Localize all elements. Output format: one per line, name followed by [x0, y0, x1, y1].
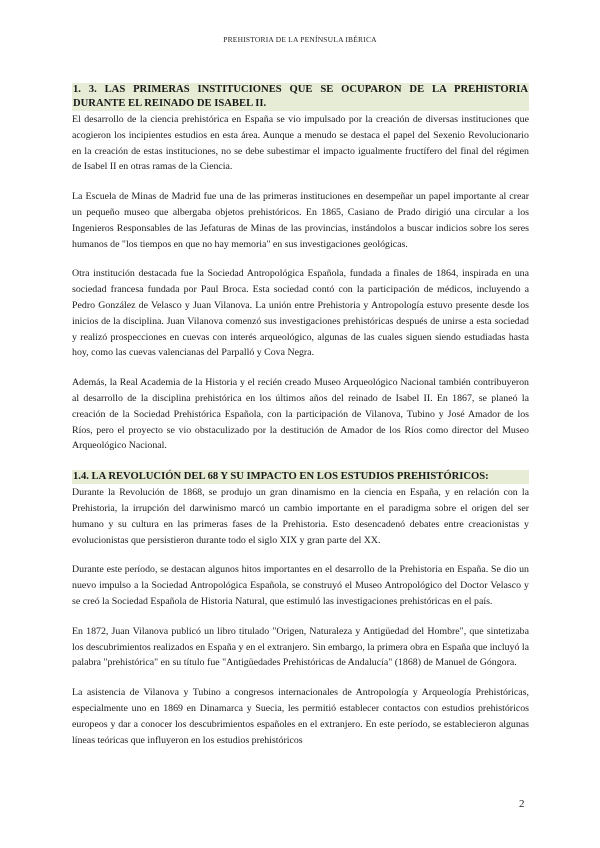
paragraph: La Escuela de Minas de Madrid fue una de las primeras instituciones en desempeñar un papel importante al crear un pequeño museo que albergaba objetos prehistóricos. En 1865, Casiano de Prado dirigió una circular a los Ingenieros Responsables de las Jefaturas de Minas de las provincias, instándolos a buscar indicios sobre los seres humanos de "los tiempos en que no hay memoria" en sus investigaciones geológicas. [72, 191, 529, 250]
section-heading-1-3: 1. 3. LAS PRIMERAS INSTITUCIONES QUE SE OCUPARON DE LA PREHISTORIA DURANTE EL REINADO DE ISABEL II. [73, 84, 528, 109]
paragraph: El desarrollo de la ciencia prehistórica en España se vio impulsado por la creación de diversas instituciones que acogieron los incipientes estudios en esta área. Aunque a menudo se destaca el papel del Sexenio Revolucionario en la creación de estas instituciones, no se debe subestimar el impacto igualmente fructífero del final del régimen de Isabel II en otras ramas de la Ciencia. [72, 114, 529, 173]
paragraph: En 1872, Juan Vilanova publicó un libro titulado "Origen, Naturaleza y Antigüedad del Hombre", que sintetizaba los descubrimientos realizados en España y en el extranjero. Sin embargo, la primera obra en España que incluyó la palabra "prehistórica" en su título fue "Antigüedades Prehistóricas de Andalucía" (1868) de Manuel de Góngora. [72, 625, 529, 669]
paragraph: Durante la Revolución de 1868, se produjo un gran dinamismo en la ciencia en España, y en relación con la Prehistoria, la irrupción del darwinismo marcó un cambio importante en el paradigma sobre el origen del ser humano y su cultura en las primeras fases de la Prehistoria. Esto desencadenó debates entre creacionistas y evolucionistas que persistieron durante todo el siglo XIX y gran parte del XX. [72, 487, 529, 546]
page-number: 2 [519, 798, 525, 810]
paragraph: La asistencia de Vilanova y Tubino a congresos internacionales de Antropología y Arqueología Prehistóricas, especialmente uno en 1869 en Dinamarca y Suecia, les permitió establecer contactos con estudios prehistóricos europeos y dar a conocer los descubrimientos españoles en el extranjero. En este período, se establecieron algunas líneas teóricas que influyeron en los estudios prehistóricos [72, 687, 529, 746]
running-header: PREHISTORIA DE LA PENÍNSULA IBÉRICA [223, 35, 377, 44]
paragraph: Durante este período, se destacan algunos hitos importantes en el desarrollo de la Prehistoria en España. Se dio un nuevo impulso a la Sociedad Antropológica Española, se construyó el Museo Antropológico del Doctor Velasco y se creó la Sociedad Española de Historia Natural, que estimuló las investigaciones prehistóricas en el país. [72, 564, 529, 607]
page-body [72, 83, 529, 748]
paragraph: Además, la Real Academia de la Historia y el recién creado Museo Arqueológico Nacional también contribuyeron al desarrollo de la disciplina prehistórica en los últimos años del reinado de Isabel II. En 1867, se planeó la creación de la Sociedad Prehistórica Española, con la participación de Vilanova, Tubino y José Amador de los Ríos, pero el proyecto se vio obstaculizado por la destitución de Amador de los Ríos como director del Museo Arqueológico Nacional. [72, 377, 529, 452]
section-heading-1-4: 1.4. LA REVOLUCIÓN DEL 68 Y SU IMPACTO EN LOS ESTUDIOS PREHISTÓRICOS: [72, 470, 529, 484]
paragraph: Otra institución destacada fue la Sociedad Antropológica Española, fundada a finales de 1864, inspirada en una sociedad francesa fundada por Paul Broca. Esta sociedad contó con la participación de médicos, incluyendo a Pedro González de Velasco y Juan Vilanova. La unión entre Prehistoria y Antropología estuvo presente desde los inicios de la disciplina. Juan Vilanova comenzó sus investigaciones prehistóricas después de unirse a esta sociedad y realizó prospecciones en cuevas con interés arqueológico, algunas de las cuales siguen siendo estudiadas hasta hoy, como las cuevas valencianas del Parpalló y Cova Negra. [72, 268, 529, 359]
